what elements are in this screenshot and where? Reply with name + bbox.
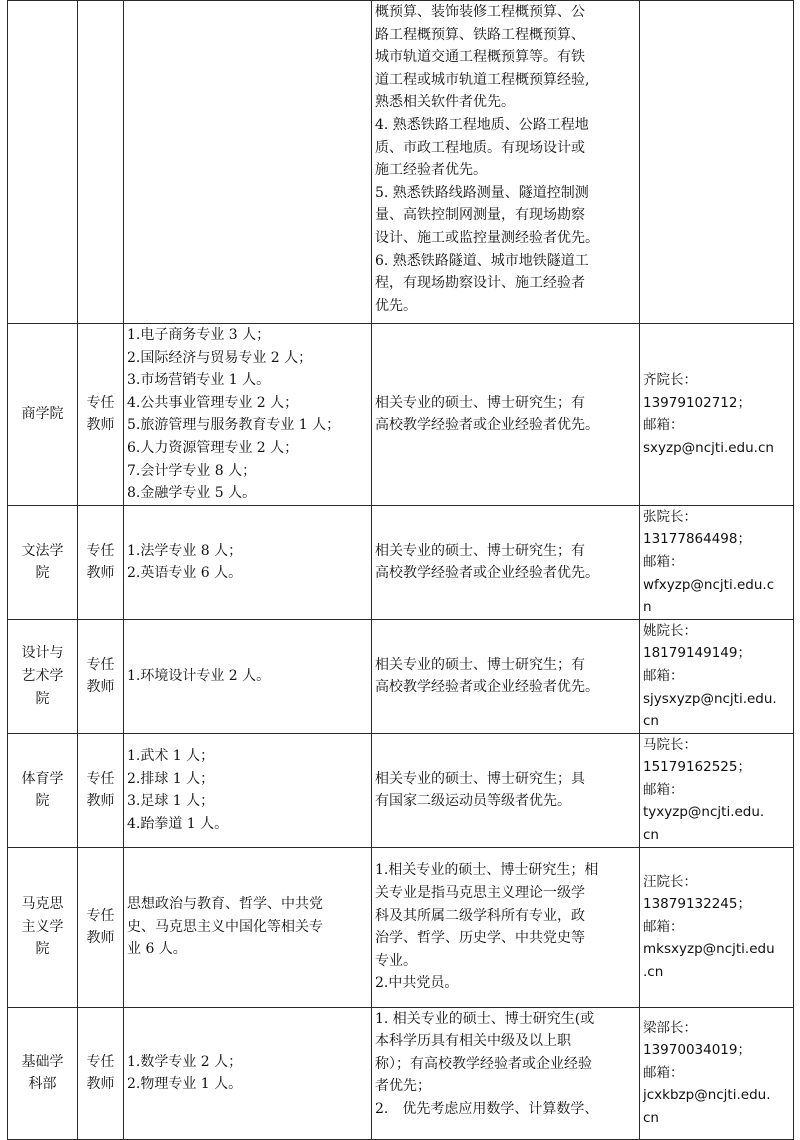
department-cell — [8, 733, 78, 847]
major-item: 2.英语专业 6 人。 — [127, 565, 243, 582]
requirement-line: 高校教学经验者或企业经验者优先。 — [375, 417, 599, 434]
requirement-line: 优先。 — [375, 297, 417, 314]
requirement-line: 相关专业的硕士、博士研究生；具 — [375, 770, 585, 787]
department-cell — [8, 1007, 78, 1139]
position-cell — [78, 505, 124, 619]
requirement-line: 熟悉相关软件者优先。 — [375, 94, 515, 111]
department-name: 基础学科部 — [21, 1053, 64, 1093]
position-name: 专任教师 — [86, 770, 115, 810]
contact-label: 马院长： — [643, 736, 697, 753]
major-item: 5.旅游管理与服务教育专业 1 人； — [127, 417, 341, 434]
requirements-cell — [372, 619, 640, 733]
major-item: 思想政治与教育、哲学、中共党 — [127, 896, 323, 913]
major-item: 2.排球 1 人； — [127, 770, 215, 787]
position-cell — [78, 847, 124, 1007]
major-item: 史、马克思主义中国化等相关专 — [127, 918, 323, 935]
requirement-line: 关专业是指马克思主义理论一级学 — [375, 884, 585, 901]
requirement-line: 5. 熟悉铁路线路测量、隧道控制测 — [375, 184, 589, 201]
requirement-line: 1.相关专业的硕士、博士研究生；相 — [375, 862, 599, 879]
contact-label: 邮箱： — [643, 1064, 684, 1081]
department-cell — [8, 619, 78, 733]
department-name: 马克思主义学院 — [21, 896, 64, 958]
majors-cell — [124, 733, 372, 847]
contact-email: cn — [643, 827, 659, 844]
contact-cell — [640, 847, 794, 1007]
table-row — [8, 847, 794, 1007]
major-item: 3.足球 1 人； — [127, 793, 215, 810]
contact-label: 汪院长： — [643, 873, 697, 890]
contact-phone: 18179149149； — [643, 645, 751, 662]
requirements-cell — [372, 324, 640, 506]
requirement-line: 量、高铁控制网测量，有现场勘察 — [375, 207, 585, 224]
requirement-line: 者优先； — [375, 1078, 431, 1095]
contact-phone: 13177864498； — [643, 531, 751, 548]
contact-email[interactable]: tyxyzp@ncjti.edu. — [643, 804, 765, 821]
major-item: 业 6 人。 — [127, 941, 187, 958]
contact-cell — [640, 1007, 794, 1139]
position-cell — [78, 619, 124, 733]
position-name: 专任教师 — [86, 394, 115, 434]
contact-email[interactable]: sjysxyzp@ncjti.edu. — [643, 690, 777, 707]
contact-cell — [640, 1, 794, 324]
position-cell — [78, 324, 124, 506]
contact-label: 邮箱： — [643, 781, 684, 798]
major-item: 1.环境设计专业 2 人。 — [127, 667, 271, 684]
table-body — [8, 1, 794, 1140]
major-item: 1.法学专业 8 人； — [127, 542, 243, 559]
major-item: 3.市场营销专业 1 人。 — [127, 372, 271, 389]
position-name: 专任教师 — [86, 1053, 115, 1093]
requirement-line: 专业。 — [375, 952, 417, 969]
major-item: 1.武术 1 人； — [127, 747, 215, 764]
table-row — [8, 1007, 794, 1139]
requirement-line: 相关专业的硕士、博士研究生；有 — [375, 542, 585, 559]
department-cell — [8, 324, 78, 506]
requirement-line: 科及其所属二级学科所有专业，政 — [375, 907, 585, 924]
department-name: 设计与艺术学院 — [21, 645, 64, 707]
contact-phone: 13879132245； — [643, 896, 751, 913]
contact-email: .cn — [643, 964, 664, 981]
majors-cell — [124, 1007, 372, 1139]
contact-label: 邮箱： — [643, 417, 684, 434]
contact-cell — [640, 505, 794, 619]
requirements-cell — [372, 1, 640, 324]
major-item: 6.人力资源管理专业 2 人； — [127, 439, 299, 456]
position-cell — [78, 1, 124, 324]
position-cell — [78, 733, 124, 847]
position-name: 专任教师 — [86, 907, 115, 947]
department-cell — [8, 847, 78, 1007]
contact-label: 邮箱： — [643, 667, 684, 684]
requirement-line: 1. 相关专业的硕士、博士研究生(或 — [375, 1010, 595, 1027]
major-item: 7.会计学专业 8 人； — [127, 462, 257, 479]
contact-phone: 13970034019； — [643, 1042, 751, 1059]
department-name: 体育学院 — [21, 770, 64, 810]
majors-cell — [124, 619, 372, 733]
table-row — [8, 505, 794, 619]
contact-phone: 15179162525； — [643, 759, 751, 776]
table-row — [8, 619, 794, 733]
requirement-line: 概预算、装饰装修工程概预算、公 — [375, 4, 585, 20]
contact-email[interactable]: sxyzp@ncjti.edu.cn — [643, 439, 774, 456]
contact-email[interactable]: wfxyzp@ncjti.edu.c — [643, 576, 775, 593]
major-item: 8.金融学专业 5 人。 — [127, 485, 257, 502]
majors-cell — [124, 847, 372, 1007]
contact-label: 张院长： — [643, 508, 697, 525]
contact-cell — [640, 619, 794, 733]
contact-email: cn — [643, 1110, 659, 1127]
contact-email: n — [643, 599, 652, 616]
department-name: 文法学院 — [21, 542, 64, 582]
major-item: 4.公共事业管理专业 2 人； — [127, 394, 299, 411]
requirement-line: 质、市政工程地质。有现场设计或 — [375, 139, 585, 156]
requirement-line: 相关专业的硕士、博士研究生；有 — [375, 656, 585, 673]
contact-label: 邮箱： — [643, 918, 684, 935]
position-name: 专任教师 — [86, 656, 115, 696]
department-name: 商学院 — [21, 406, 64, 423]
requirement-line: 2. 优先考虑应用数学、计算数学、 — [375, 1101, 599, 1118]
table-row — [8, 1, 794, 324]
majors-cell — [124, 324, 372, 506]
requirement-line: 设计、施工或监控量测经验者优先。 — [375, 229, 599, 246]
position-cell — [78, 1007, 124, 1139]
contact-label: 邮箱： — [643, 553, 684, 570]
contact-email: cn — [643, 713, 659, 730]
major-item: 4.跆拳道 1 人。 — [127, 815, 229, 832]
contact-cell — [640, 324, 794, 506]
requirement-line: 施工经验者优先。 — [375, 162, 487, 179]
requirement-line: 道工程或城市轨道工程概预算经验, — [375, 71, 590, 88]
majors-cell — [124, 1, 372, 324]
requirement-line: 6. 熟悉铁路隧道、城市地铁隧道工 — [375, 252, 589, 269]
requirement-line: 治学、哲学、历史学、中共党史等 — [375, 930, 585, 947]
major-item: 2.物理专业 1 人。 — [127, 1076, 243, 1093]
table-row — [8, 733, 794, 847]
requirement-line: 高校教学经验者或企业经验者优先。 — [375, 565, 599, 582]
requirement-line: 路工程概预算、铁路工程概预算、 — [375, 26, 585, 43]
major-item: 1.数学专业 2 人； — [127, 1053, 243, 1070]
position-name: 专任教师 — [86, 542, 115, 582]
requirement-line: 本科学历具有相关中级及以上职 — [375, 1033, 571, 1050]
requirements-cell — [372, 1007, 640, 1139]
contact-label: 梁部长： — [643, 1019, 697, 1036]
contact-label: 齐院长： — [643, 372, 697, 389]
contact-phone: 13979102712； — [643, 394, 751, 411]
major-item: 2.国际经济与贸易专业 2 人； — [127, 349, 313, 366]
contact-email[interactable]: mksxyzp@ncjti.edu — [643, 941, 775, 958]
department-cell — [8, 505, 78, 619]
requirement-line: 有国家二级运动员等级者优先。 — [375, 793, 571, 810]
requirements-cell — [372, 505, 640, 619]
requirement-line: 称）；有高校教学经验者或企业经验 — [375, 1055, 592, 1072]
requirement-line: 2.中共党员。 — [375, 975, 459, 992]
recruitment-table — [7, 0, 794, 1140]
contact-label: 姚院长： — [643, 622, 697, 639]
requirements-cell — [372, 733, 640, 847]
table-row — [8, 324, 794, 506]
requirements-cell — [372, 847, 640, 1007]
department-cell — [8, 1, 78, 324]
requirement-line: 高校教学经验者或企业经验者优先。 — [375, 679, 599, 696]
major-item: 1.电子商务专业 3 人； — [127, 327, 271, 343]
requirement-line: 相关专业的硕士、博士研究生；有 — [375, 394, 585, 411]
contact-email[interactable]: jcxkbzp@ncjti.edu. — [643, 1087, 771, 1104]
majors-cell — [124, 505, 372, 619]
requirement-line: 程，有现场勘察设计、施工经验者 — [375, 275, 585, 292]
requirement-line: 城市轨道交通工程概预算等。有铁 — [375, 49, 585, 66]
requirement-line: 4. 熟悉铁路工程地质、公路工程地 — [375, 116, 589, 133]
contact-cell — [640, 733, 794, 847]
